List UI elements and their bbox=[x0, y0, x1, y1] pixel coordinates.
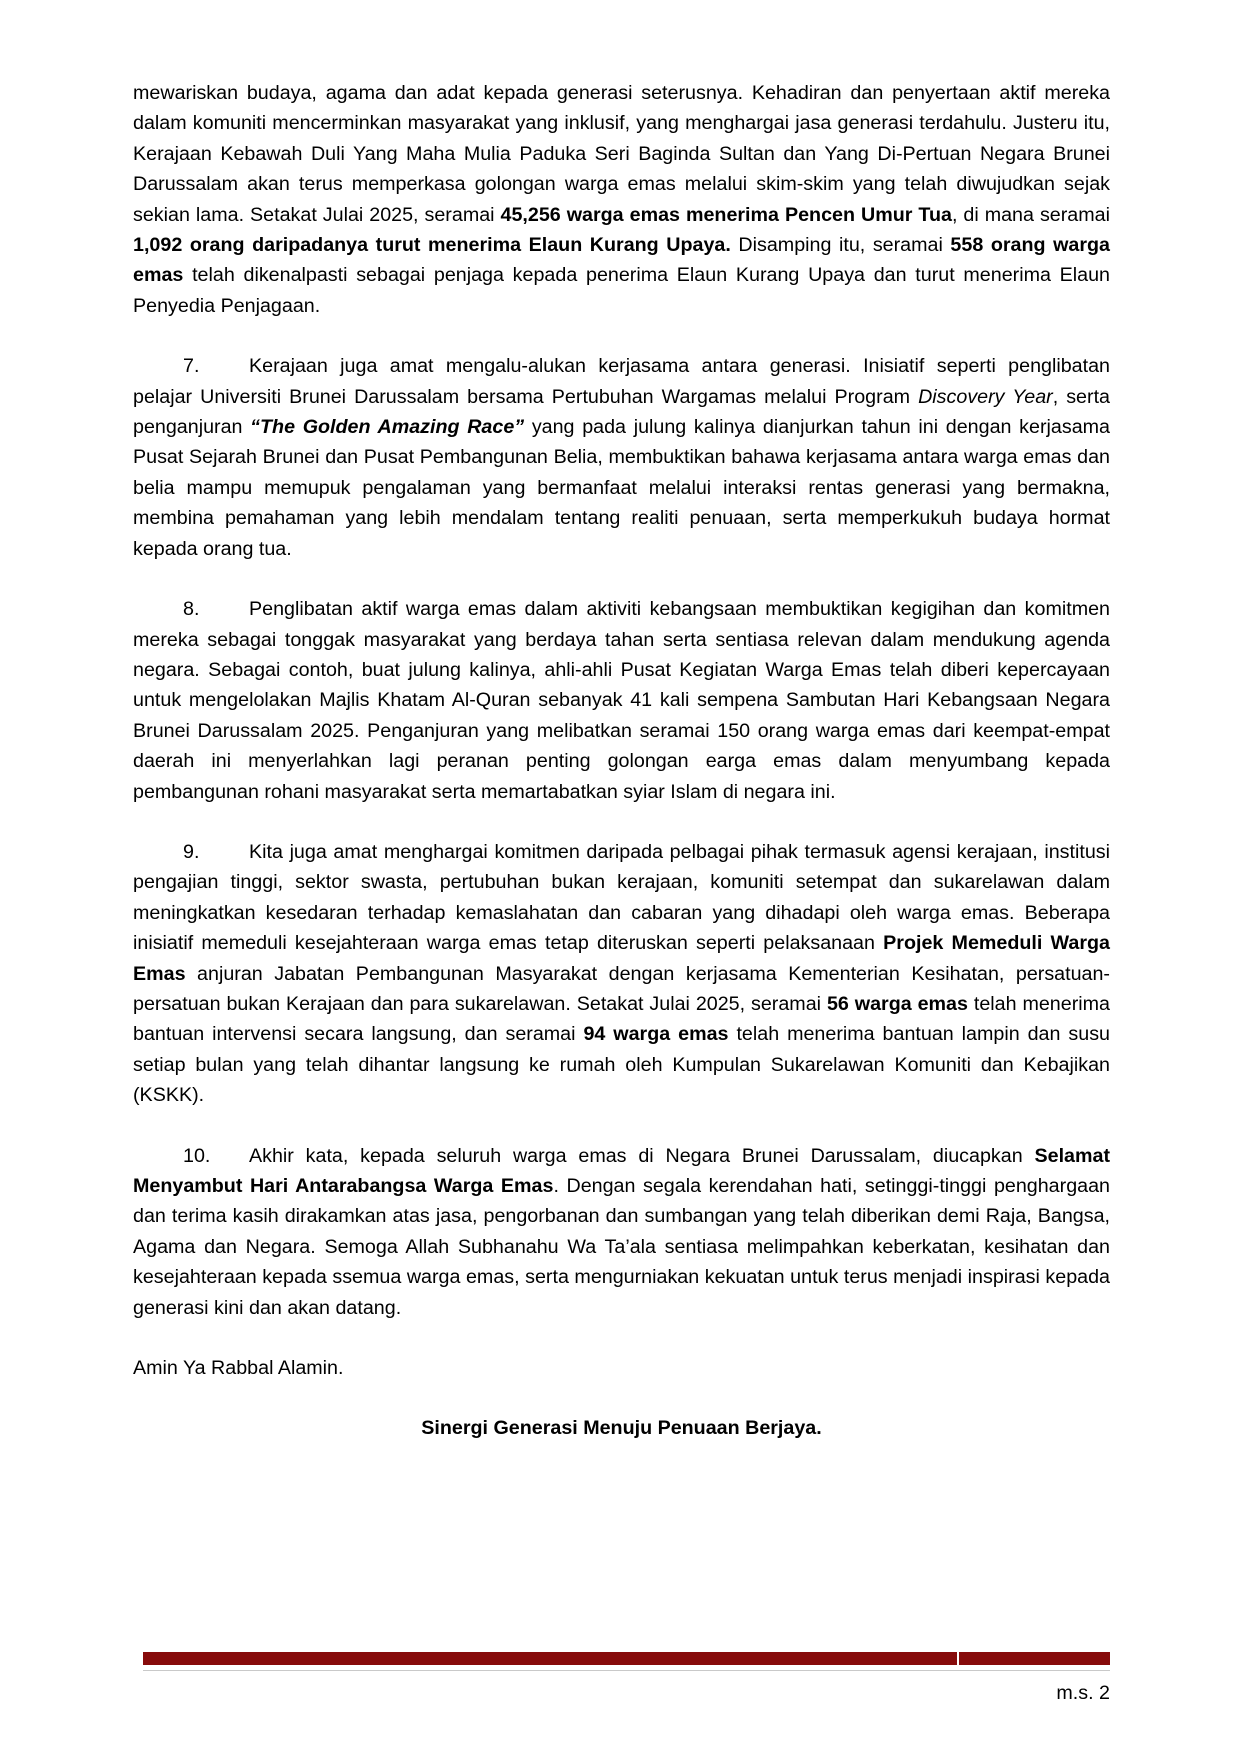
text-run: , serta penganjuran bbox=[133, 385, 1110, 439]
footer-thin-line bbox=[143, 1670, 1110, 1671]
text-run: Projek Memeduli Warga Emas bbox=[133, 932, 1110, 985]
text-run: Penglibatan aktif warga emas dalam aktiviti kebangsaan membuktikan kegigihan dan komitmen mereka sebagai tonggak masyarakat yang berdaya tahan serta sentiasa relevan dalam mendukung agenda negara. Sebagai contoh, buat julung kalinya, ahli-ahli Pusat Kegiatan Warga Emas telah diberi kepercayaan untuk mengelolakan Majlis Khatam Al-Quran sebanyak 41 kali sempena Sambutan Hari Kebangsaan Negara Brunei Darussalam 2025. Penganjuran yang melibatkan seramai 150 orang warga emas dari keempat-empat daerah ini menyerlahkan lagi peranan penting golongan earga emas dalam menyumbang kepada pembangunan rohani masyarakat serta memartabatkan syiar Islam di negara ini. bbox=[133, 598, 1110, 803]
tagline: Sinergi Generasi Menuju Penuaan Berjaya. bbox=[421, 1417, 822, 1440]
text-run: telah dikenalpasti sebagai penjaga kepada penerima Elaun Kurang Upaya dan turut menerima Elaun Penyedia Penjagaan. bbox=[133, 264, 1110, 317]
text-run: 558 orang warga emas bbox=[133, 234, 1110, 287]
footer-rule-bar-right bbox=[959, 1652, 1110, 1665]
text-run: Selamat Menyambut Hari Antarabangsa Warga Emas bbox=[133, 1144, 1110, 1197]
text-run: yang pada julung kalinya dianjurkan tahun ini dengan kerjasama Pusat Sejarah Brunei dan Pusat Pembangunan Belia, membuktikan bahawa kerjasama antara warga emas dan belia mampu memupuk pengalaman yang bermanfaat melalui interaksi rentas generasi yang bermakna, membina pemahaman yang lebih mendalam tentang realiti penuaan, serta memperkukuh budaya hormat kepada orang tua. bbox=[133, 416, 1110, 560]
paragraph bbox=[133, 837, 1110, 1111]
text-run: Akhir kata, kepada seluruh warga emas di Negara Brunei Darussalam, diucapkan bbox=[249, 1144, 1035, 1167]
text-run: 1,092 orang daripadanya turut menerima Elaun Kurang Upaya. bbox=[133, 234, 731, 257]
paragraph bbox=[133, 351, 1110, 564]
text-run: 45,256 warga emas menerima Pencen Umur Tua bbox=[500, 203, 952, 226]
document-body bbox=[133, 78, 1110, 1444]
paragraph bbox=[133, 1141, 1110, 1323]
text-run: anjuran Jabatan Pembangunan Masyarakat dengan kerjasama Kementerian Kesihatan, persatuan-persatuan bukan Kerajaan dan para sukarelawan. Setakat Julai 2025, seramai bbox=[133, 962, 1110, 1015]
text-run: , di mana seramai bbox=[951, 203, 1110, 226]
footer-rule-bar-left bbox=[143, 1652, 957, 1665]
text-run: 94 warga emas bbox=[583, 1023, 729, 1046]
closing-line: Amin Ya Rabbal Alamin. bbox=[133, 1357, 344, 1380]
text-run: telah menerima bantuan intervensi secara langsung, dan seramai bbox=[133, 992, 1110, 1046]
text-run: Disamping itu, seramai bbox=[730, 234, 951, 257]
text-run: 56 warga emas bbox=[826, 992, 968, 1015]
text-run: Kita juga amat menghargai komitmen daripada pelbagai pihak termasuk agensi kerajaan, institusi pengajian tinggi, sektor swasta, pertubuhan bukan kerajaan, komuniti setempat dan sukarelawan dalam meningkatkan kesedaran terhadap kemaslahatan dan cabaran yang dihadapi oleh warga emas. Beberapa inisiatif memeduli kesejahteraan warga emas tetap diteruskan seperti pelaksanaan bbox=[133, 840, 1110, 955]
paragraph-number: 8. bbox=[183, 598, 200, 621]
paragraph-number: 7. bbox=[183, 355, 200, 378]
text-run: . Dengan segala kerendahan hati, setinggi-tinggi penghargaan dan terima kasih dirakamkan atas jasa, pengorbanan dan sumbangan yang telah diberikan demi Raja, Bangsa, Agama dan Negara. Semoga Allah Subhanahu Wa Ta’ala sentiasa melimpahkan keberkatan, kesihatan dan kesejahteraan kepada ssemua warga emas, serta mengurniakan kekuatan untuk terus menjadi inspirasi kepada generasi kini dan akan datang. bbox=[133, 1175, 1110, 1319]
text-run: “The Golden Amazing Race” bbox=[250, 416, 525, 439]
paragraph-number: 10. bbox=[183, 1144, 211, 1167]
paragraph bbox=[133, 78, 1110, 321]
paragraph bbox=[133, 594, 1110, 807]
text-run: Kerajaan juga amat mengalu-alukan kerjasama antara generasi. Inisiatif seperti penglibatan pelajar Universiti Brunei Darussalam bersama Pertubuhan Wargamas melalui Program bbox=[133, 355, 1110, 408]
paragraphs bbox=[133, 78, 1110, 1323]
page-number: m.s. 2 bbox=[1056, 1682, 1110, 1704]
text-run: Discovery Year bbox=[918, 385, 1053, 408]
text-run: mewariskan budaya, agama dan adat kepada generasi seterusnya. Kehadiran dan penyertaan aktif mereka dalam komuniti mencerminkan masyarakat yang inklusif, yang menghargai jasa generasi terdahulu. Justeru itu, Kerajaan Kebawah Duli Yang Maha Mulia Paduka Seri Baginda Sultan dan Yang Di-Pertuan Negara Brunei Darussalam akan terus memperkasa golongan warga emas melalui skim-skim yang telah diwujudkan sejak sekian lama. Setakat Julai 2025, seramai bbox=[133, 82, 1110, 226]
text-run: telah menerima bantuan lampin dan susu setiap bulan yang telah dihantar langsung ke rumah oleh Kumpulan Sukarelawan Komuniti dan Kebajikan (KSKK). bbox=[133, 1023, 1110, 1107]
paragraph-number: 9. bbox=[183, 840, 200, 863]
